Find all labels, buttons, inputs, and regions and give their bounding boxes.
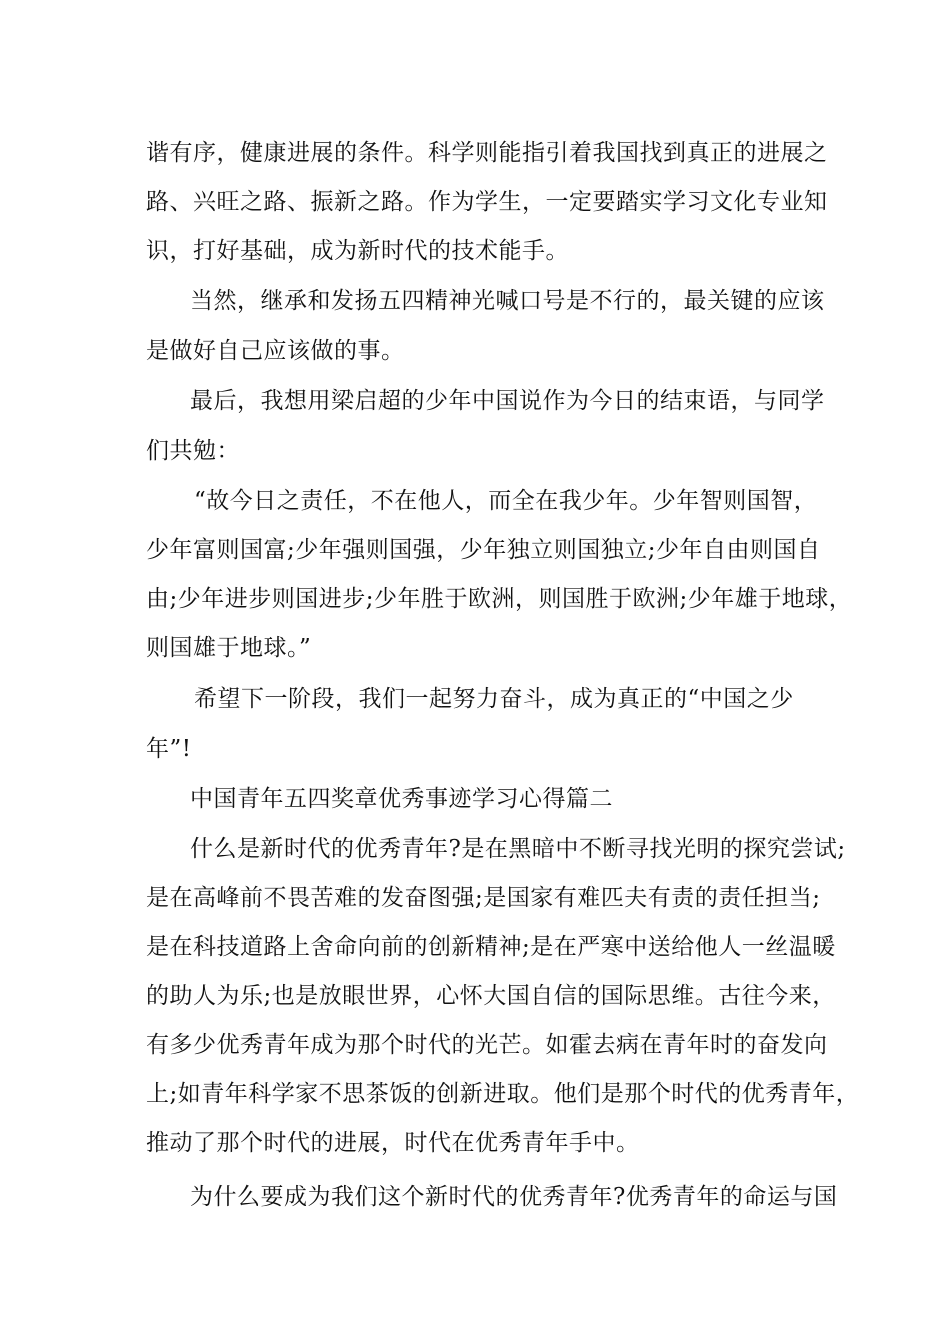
text-line-21: 推动了那个时代的进展，时代在优秀青年手中。 xyxy=(146,1130,640,1156)
text-line-17: 是在科技道路上舍命向前的创新精神;是在严寒中送给他人一丝温暖 xyxy=(146,934,836,960)
text-line-7: 们共勉： xyxy=(146,438,240,464)
text-line-13: 年”! xyxy=(146,736,192,762)
text-line-16: 是在高峰前不畏苦难的发奋图强;是国家有难匹夫有责的责任担当; xyxy=(146,885,821,911)
text-line-1: 谐有序，健康进展的条件。科学则能指引着我国找到真正的进展之 xyxy=(146,140,828,166)
paragraph-start-line: 当然，继承和发扬五四精神光喊口号是不行的，最关键的应该 xyxy=(190,288,825,314)
paragraph-start-line: 最后，我想用梁启超的少年中国说作为今日的结束语，与同学 xyxy=(190,388,825,414)
text-line-3: 识，打好基础，成为新时代的技术能手。 xyxy=(146,238,569,264)
quote-line-2: 少年富则国富;少年强则国强，少年独立则国独立;少年自由则国自 xyxy=(146,537,821,563)
section-heading: 中国青年五四奖章优秀事迹学习心得篇二 xyxy=(190,786,613,812)
quote-line-1: “故今日之责任，不在他人，而全在我少年。少年智则国智， xyxy=(194,488,818,514)
text-line-19: 有多少优秀青年成为那个时代的光芒。如霍去病在青年时的奋发向 xyxy=(146,1032,828,1058)
text-line-2: 路、兴旺之路、振新之路。作为学生，一定要踏实学习文化专业知 xyxy=(146,189,828,215)
quote-line-3: 由;少年进步则国进步;少年胜于欧洲，则国胜于欧洲;少年雄于地球， xyxy=(146,586,853,612)
paragraph-start-line: 什么是新时代的优秀青年?是在黑暗中不断寻找光明的探究尝试; xyxy=(190,836,846,862)
paragraph-start-line: 为什么要成为我们这个新时代的优秀青年?优秀青年的命运与国 xyxy=(190,1184,838,1210)
text-line-5: 是做好自己应该做的事。 xyxy=(146,338,405,364)
text-line-20: 上;如青年科学家不思茶饭的创新进取。他们是那个时代的优秀青年， xyxy=(146,1081,860,1107)
text-line-18: 的助人为乐;也是放眼世界，心怀大国自信的国际思维。古往今来， xyxy=(146,983,836,1009)
paragraph-start-line: 希望下一阶段，我们一起努力奋斗，成为真正的“中国之少 xyxy=(194,686,794,712)
quote-line-4: 则国雄于地球。” xyxy=(146,635,312,661)
